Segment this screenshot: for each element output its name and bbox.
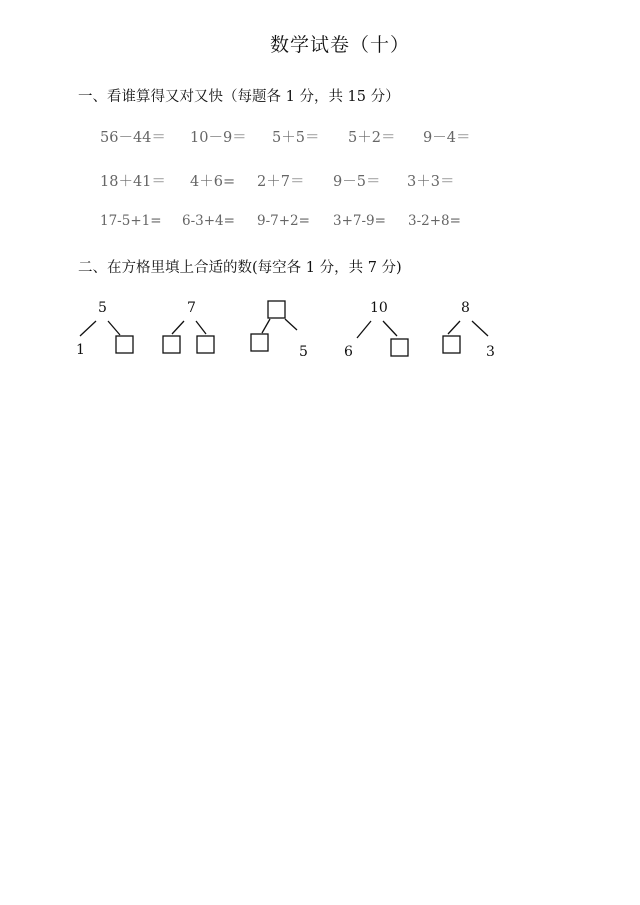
tree-1-left-number: 1: [76, 342, 85, 358]
equation-2-3: 2＋7＝: [257, 174, 305, 190]
tree-3-right-branch: [285, 319, 297, 330]
tree-4-left-branch: [357, 321, 371, 338]
tree-4-right-box[interactable]: [391, 339, 408, 356]
tree-2-right-branch: [196, 321, 206, 334]
tree-1-right-box[interactable]: [116, 336, 133, 353]
equation-row-1: [0, 126, 640, 146]
tree-2-top-number: 7: [187, 300, 196, 316]
tree-5-left-branch: [448, 321, 460, 334]
page-title: 数学试卷（十）: [269, 34, 410, 56]
tree-3-left-branch: [262, 319, 270, 333]
tree-1-right-branch: [108, 321, 120, 335]
tree-5-left-box[interactable]: [443, 336, 460, 353]
tree-5-top-number: 8: [461, 300, 470, 316]
equation-3-4: 3+7-9=: [333, 213, 386, 229]
equation-1-3: 5＋5＝: [272, 130, 320, 146]
equation-3-2: 6-3+4=: [182, 213, 235, 229]
tree-3-right-number: 5: [299, 344, 308, 360]
equation-row-3: [0, 213, 640, 233]
tree-1-left-branch: [80, 321, 96, 336]
equation-2-2: 4＋6=: [190, 174, 236, 190]
section-2-heading: 二、在方格里填上合适的数(每空各 1 分，共 7 分): [78, 260, 402, 276]
equation-3-1: 17-5+1=: [100, 213, 162, 229]
equation-row-2: [0, 170, 640, 190]
tree-5-right-number: 3: [486, 344, 495, 360]
equation-1-1: 56－44＝: [100, 130, 166, 146]
equation-2-4: 9－5＝: [333, 174, 381, 190]
tree-4-right-branch: [383, 321, 397, 336]
number-bond-diagram: [0, 290, 640, 370]
tree-2-right-box[interactable]: [197, 336, 214, 353]
tree-3-left-box[interactable]: [251, 334, 268, 351]
equation-2-5: 3＋3＝: [407, 174, 455, 190]
equation-3-3: 9-7+2=: [257, 213, 310, 229]
tree-1-top-number: 5: [98, 300, 107, 316]
equation-1-5: 9－4＝: [423, 130, 471, 146]
equation-2-1: 18＋41＝: [100, 174, 166, 190]
tree-3-top-box[interactable]: [268, 301, 285, 318]
tree-4-left-number: 6: [344, 344, 353, 360]
tree-2-left-branch: [172, 321, 184, 334]
tree-5-right-branch: [472, 321, 488, 336]
equation-1-2: 10－9＝: [190, 130, 247, 146]
tree-2-left-box[interactable]: [163, 336, 180, 353]
equation-3-5: 3-2+8=: [408, 213, 461, 229]
tree-4-top-number: 10: [370, 300, 388, 316]
section-1-heading: 一、看谁算得又对又快（每题各 1 分，共 15 分）: [78, 89, 400, 105]
equation-1-4: 5＋2＝: [348, 130, 396, 146]
number-bond-trees: [0, 290, 640, 370]
